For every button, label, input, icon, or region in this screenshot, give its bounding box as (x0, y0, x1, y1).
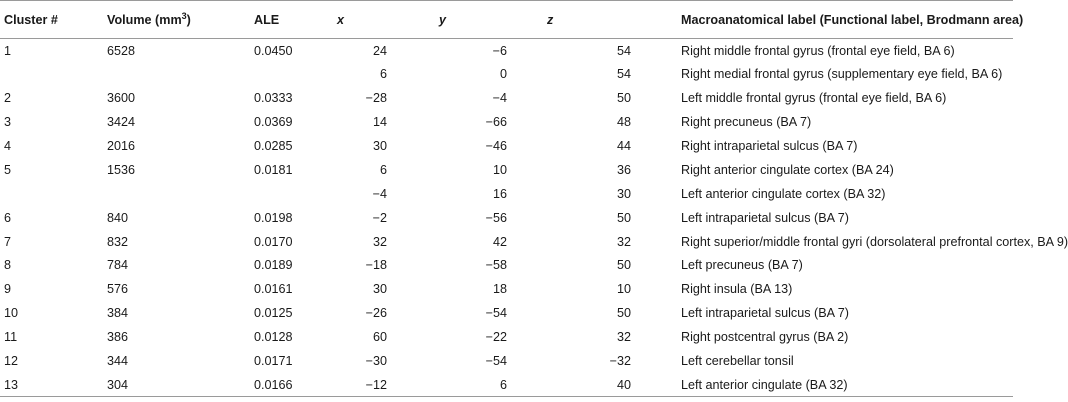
cell-x: −4 (372, 186, 387, 201)
cell-ale: 0.0128 (254, 330, 293, 345)
cell-volume: 344 (107, 354, 129, 369)
cell-z: 30 (616, 186, 631, 201)
cell-volume (107, 62, 254, 86)
cell-label: Left intraparietal sulcus (BA 7) (681, 210, 849, 225)
cell-x: 30 (372, 139, 387, 153)
cell-z: 50 (616, 91, 631, 106)
cell-cluster: 9 (4, 282, 12, 297)
cell-volume: 3424 (107, 115, 136, 130)
cell-cluster (0, 182, 107, 206)
cell-y: −58 (485, 258, 507, 273)
cell-x: 6 (379, 162, 387, 177)
cell-z: 32 (616, 330, 631, 345)
cell-label: Left middle frontal gyrus (frontal eye field, BA 6) (681, 91, 947, 106)
cell-label: Left anterior cingulate (BA 32) (631, 373, 1013, 397)
table-body (0, 39, 1068, 397)
cell-z: 50 (616, 258, 631, 273)
table-row (0, 134, 1013, 158)
cell-x: 14 (372, 115, 387, 130)
cell-y: −6 (492, 43, 507, 58)
cell-volume: 304 (107, 373, 254, 397)
cell-x: −12 (331, 373, 387, 397)
cell-z: 32 (616, 234, 631, 249)
cell-ale (254, 62, 331, 86)
cell-volume: 384 (107, 306, 129, 321)
cell-label: Left intraparietal sulcus (BA 7) (681, 306, 849, 321)
cell-y: −46 (485, 139, 507, 153)
cell-y: 42 (492, 234, 507, 249)
cell-ale: 0.0369 (254, 115, 293, 130)
cell-x: −2 (372, 210, 387, 225)
table-row (0, 39, 1013, 63)
cell-y: −56 (485, 210, 507, 225)
cell-x: 32 (372, 234, 387, 249)
cell-y: 10 (492, 162, 507, 177)
table-row (0, 182, 1013, 206)
cell-x: −26 (365, 306, 387, 321)
header-x: x (331, 1, 387, 39)
cell-volume: 3600 (107, 91, 136, 106)
cell-cluster: 13 (0, 373, 107, 397)
cell-cluster: 2 (4, 91, 12, 106)
cell-z: 54 (616, 67, 631, 82)
cell-ale: 0.0333 (254, 91, 293, 106)
cell-label: Right postcentral gyrus (BA 2) (681, 330, 849, 345)
header-volume-sup: 3 (181, 10, 187, 21)
cell-cluster: 6 (4, 210, 12, 225)
cell-label: Left anterior cingulate cortex (BA 32) (681, 186, 886, 201)
cell-label: Left cerebellar tonsil (681, 354, 794, 369)
cell-volume: 840 (107, 210, 129, 225)
cell-cluster: 4 (4, 139, 12, 153)
cell-volume: 784 (107, 258, 129, 273)
cell-cluster: 10 (4, 306, 19, 321)
cell-y: 18 (492, 282, 507, 297)
cell-z: 54 (616, 43, 631, 58)
table-row (0, 230, 1013, 254)
cell-ale: 0.0181 (254, 162, 293, 177)
cell-cluster: 7 (4, 234, 12, 249)
cell-y: 6 (387, 373, 507, 397)
header-label: Macroanatomical label (Functional label, Brodmann area) (631, 1, 1013, 39)
cell-z: 44 (616, 139, 631, 153)
table-header-row (0, 1, 1013, 39)
cell-volume: 6528 (107, 43, 136, 58)
table-row (0, 86, 1013, 110)
table-row (0, 349, 1013, 373)
header-cluster: Cluster # (0, 1, 107, 39)
cell-y: 16 (492, 186, 507, 201)
cell-x: −28 (365, 91, 387, 106)
table-row (0, 110, 1013, 134)
table-row (0, 325, 1013, 349)
cell-ale: 0.0125 (254, 306, 293, 321)
cell-y: −22 (485, 330, 507, 345)
cell-z: 50 (616, 210, 631, 225)
cell-y: 0 (499, 67, 507, 82)
cell-z: 50 (616, 306, 631, 321)
cell-cluster: 3 (4, 115, 12, 130)
cell-cluster: 8 (4, 258, 12, 273)
cell-x: −18 (365, 258, 387, 273)
cell-ale: 0.0170 (254, 234, 293, 249)
cell-ale: 0.0198 (254, 210, 293, 225)
header-z: z (507, 1, 631, 39)
table-row (0, 62, 1013, 86)
table-row (0, 373, 1013, 397)
cell-z: 10 (616, 282, 631, 297)
cell-label: Left precuneus (BA 7) (681, 258, 803, 273)
cell-volume: 386 (107, 330, 129, 345)
cell-y: −54 (485, 306, 507, 321)
cell-y: −54 (485, 354, 507, 369)
cell-cluster: 1 (4, 43, 12, 58)
header-volume (107, 1, 254, 39)
cell-volume: 576 (107, 282, 129, 297)
cell-label: Right precuneus (BA 7) (681, 115, 812, 130)
table-row (0, 301, 1013, 325)
cell-label: Right superior/middle frontal gyri (dorsolateral prefrontal cortex, BA 9) (681, 234, 1068, 249)
cell-z: 40 (507, 373, 631, 397)
cell-y: −4 (492, 91, 507, 106)
cell-z: 36 (616, 162, 631, 177)
cell-x: 6 (379, 67, 387, 82)
cell-ale: 0.0171 (254, 354, 293, 369)
table-row (0, 254, 1013, 278)
cell-volume: 1536 (107, 162, 136, 177)
table-row (0, 158, 1013, 182)
cell-x: 60 (372, 330, 387, 345)
table-row (0, 206, 1013, 230)
header-y: y (387, 1, 507, 39)
cell-z: 48 (616, 115, 631, 130)
cell-volume: 2016 (107, 139, 136, 153)
cell-x: 24 (372, 43, 387, 58)
cell-label: Right intraparietal sulcus (BA 7) (681, 139, 858, 153)
cell-label: Right medial frontal gyrus (supplementary eye field, BA 6) (681, 67, 1003, 82)
cell-ale: 0.0450 (254, 43, 293, 58)
cell-label: Right anterior cingulate cortex (BA 24) (681, 162, 894, 177)
cell-cluster: 5 (4, 162, 12, 177)
cell-cluster: 12 (4, 354, 19, 369)
cell-cluster: 11 (4, 330, 18, 345)
cell-x: −30 (365, 354, 387, 369)
cell-ale: 0.0285 (254, 139, 293, 153)
cell-ale: 0.0166 (254, 373, 331, 397)
cell-label: Right middle frontal gyrus (frontal eye field, BA 6) (681, 43, 955, 58)
cell-label: Right insula (BA 13) (681, 282, 793, 297)
cell-ale: 0.0161 (254, 282, 293, 297)
cell-cluster (0, 62, 107, 86)
cell-y: −66 (485, 115, 507, 130)
header-volume-suffix: ) (186, 12, 191, 27)
cell-volume: 832 (107, 234, 129, 249)
header-ale: ALE (254, 1, 331, 39)
table-row (0, 277, 1013, 301)
header-volume-text: Volume (mm (107, 12, 182, 27)
cell-z: −32 (609, 354, 631, 369)
cell-ale: 0.0189 (254, 258, 293, 273)
cell-volume (107, 182, 254, 206)
cell-ale (254, 182, 331, 206)
cell-x: 30 (372, 282, 387, 297)
